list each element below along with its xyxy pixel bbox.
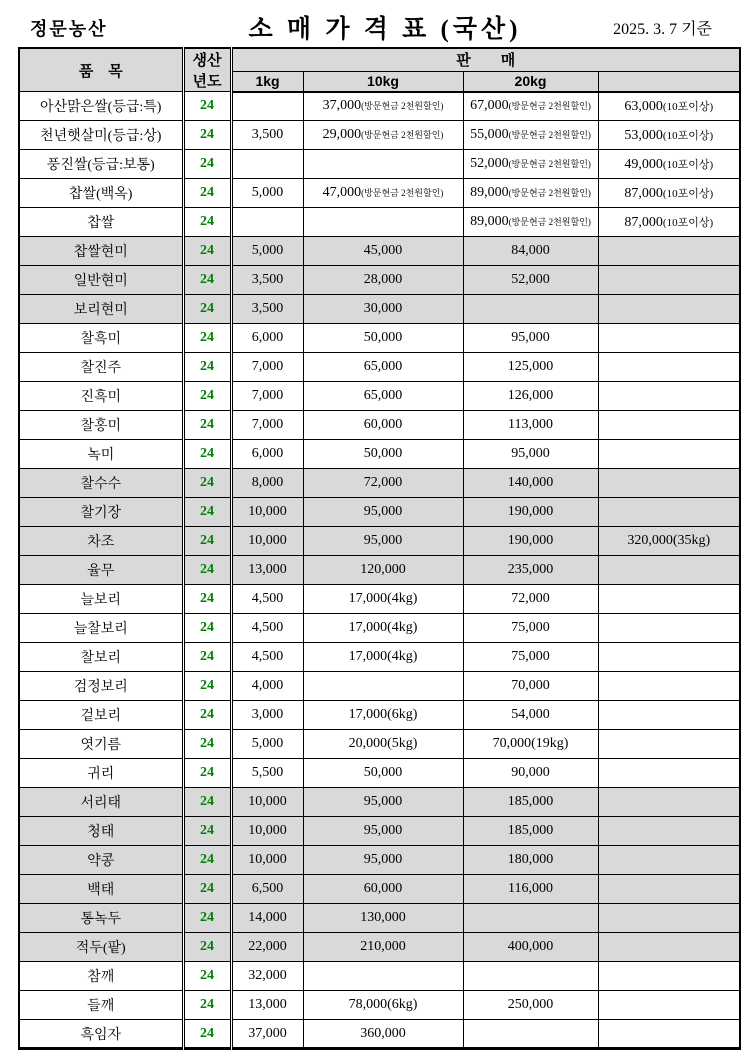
item-name-cell: 흑임자	[19, 1020, 183, 1049]
table-row	[19, 150, 740, 179]
price-cell: 95,000	[303, 788, 463, 817]
item-name-cell: 엿기름	[19, 730, 183, 759]
price-cell: 5,000	[231, 179, 303, 208]
price-note: (10포이상)	[662, 129, 714, 142]
price-cell: 5,500	[231, 759, 303, 788]
price-cell	[598, 121, 740, 150]
table-row	[19, 527, 740, 556]
item-name-cell: 일반현미	[19, 266, 183, 295]
price-cell: 75,000	[463, 643, 598, 672]
production-year-cell: 24	[183, 498, 231, 527]
item-name-cell: 찹쌀(백옥)	[19, 179, 183, 208]
production-year-cell: 24	[183, 788, 231, 817]
item-name-cell: 찰흑미	[19, 324, 183, 353]
price-cell: 50,000	[303, 324, 463, 353]
price-cell: 5,000	[231, 237, 303, 266]
table-row	[19, 614, 740, 643]
table-row	[19, 324, 740, 353]
price-cell: 28,000	[303, 266, 463, 295]
price-cell: 4,000	[231, 672, 303, 701]
price-value: 49,000	[624, 156, 663, 172]
price-cell: 65,000	[303, 353, 463, 382]
price-cell: 54,000	[463, 701, 598, 730]
price-cell: 70,000(19kg)	[463, 730, 598, 759]
item-name-cell: 백태	[19, 875, 183, 904]
production-year-cell: 24	[183, 266, 231, 295]
price-cell: 10,000	[231, 817, 303, 846]
price-cell	[463, 1020, 598, 1049]
page-header	[0, 0, 743, 46]
table-row	[19, 237, 740, 266]
price-note: (방문현금 2천원할인)	[508, 130, 591, 140]
production-year-cell: 24	[183, 585, 231, 614]
price-cell	[598, 672, 740, 701]
price-cell: 65,000	[303, 382, 463, 411]
price-cell	[598, 817, 740, 846]
production-year-cell: 24	[183, 440, 231, 469]
price-note: (10포이상)	[662, 216, 714, 229]
item-name-cell: 녹미	[19, 440, 183, 469]
price-cell: 95,000	[303, 527, 463, 556]
column-header-1kg: 1kg	[231, 71, 303, 91]
price-cell: 185,000	[463, 788, 598, 817]
price-cell	[231, 150, 303, 179]
production-year-cell: 24	[183, 643, 231, 672]
price-cell: 95,000	[463, 324, 598, 353]
price-cell	[598, 150, 740, 179]
production-year-cell: 24	[183, 614, 231, 643]
price-cell: 30,000	[303, 295, 463, 324]
price-cell	[463, 208, 598, 237]
table-row	[19, 440, 740, 469]
price-note: (10포이상)	[662, 158, 714, 171]
price-cell: 113,000	[463, 411, 598, 440]
price-cell	[598, 846, 740, 875]
price-cell: 6,000	[231, 324, 303, 353]
production-year-cell: 24	[183, 295, 231, 324]
price-cell: 10,000	[231, 788, 303, 817]
price-cell: 3,500	[231, 266, 303, 295]
table-header	[19, 48, 740, 92]
price-cell	[463, 179, 598, 208]
price-value: 89,000	[470, 185, 509, 200]
price-cell: 70,000	[463, 672, 598, 701]
price-cell: 95,000	[463, 440, 598, 469]
price-value: 87,000	[624, 185, 663, 201]
table-row	[19, 295, 740, 324]
production-year-cell: 24	[183, 527, 231, 556]
price-note: (방문현금 2천원할인)	[361, 188, 444, 198]
item-name-cell: 서리태	[19, 788, 183, 817]
price-cell	[303, 121, 463, 150]
production-year-cell: 24	[183, 556, 231, 585]
table-row	[19, 92, 740, 121]
column-header-year-line2: 년도	[192, 74, 222, 90]
column-header-year-line1: 생산	[192, 53, 222, 69]
price-cell	[598, 324, 740, 353]
price-cell	[231, 208, 303, 237]
price-cell: 235,000	[463, 556, 598, 585]
production-year-cell: 24	[183, 324, 231, 353]
price-cell	[598, 469, 740, 498]
item-name-cell: 약콩	[19, 846, 183, 875]
price-note: (10포이상)	[662, 100, 714, 113]
price-cell	[463, 962, 598, 991]
price-cell	[598, 933, 740, 962]
production-year-cell: 24	[183, 904, 231, 933]
production-year-cell: 24	[183, 469, 231, 498]
column-header-sale: 판 매	[231, 48, 740, 71]
table-row	[19, 672, 740, 701]
table-row	[19, 701, 740, 730]
price-cell: 95,000	[303, 817, 463, 846]
column-header-year	[183, 48, 231, 92]
production-year-cell: 24	[183, 817, 231, 846]
price-cell: 60,000	[303, 875, 463, 904]
price-cell: 7,000	[231, 353, 303, 382]
production-year-cell: 24	[183, 353, 231, 382]
item-name-cell: 귀리	[19, 759, 183, 788]
price-cell	[598, 875, 740, 904]
price-cell	[598, 382, 740, 411]
item-name-cell: 아산맑은쌀(등급:특)	[19, 92, 183, 121]
price-cell: 10,000	[231, 498, 303, 527]
price-cell: 13,000	[231, 991, 303, 1020]
price-cell	[303, 179, 463, 208]
table-row	[19, 585, 740, 614]
price-cell	[598, 585, 740, 614]
price-cell: 7,000	[231, 411, 303, 440]
price-note: (방문현금 2천원할인)	[508, 217, 591, 227]
retail-price-table	[18, 47, 741, 1050]
price-cell	[303, 962, 463, 991]
item-name-cell: 적두(팥)	[19, 933, 183, 962]
price-cell	[463, 150, 598, 179]
price-value: 29,000	[322, 127, 362, 142]
item-name-cell: 늘보리	[19, 585, 183, 614]
price-cell	[598, 179, 740, 208]
price-cell	[231, 92, 303, 121]
price-cell	[303, 150, 463, 179]
item-name-cell: 찰기장	[19, 498, 183, 527]
table-row	[19, 121, 740, 150]
price-cell: 190,000	[463, 498, 598, 527]
price-cell	[598, 962, 740, 991]
production-year-cell: 24	[183, 1020, 231, 1049]
price-cell: 72,000	[463, 585, 598, 614]
price-cell: 116,000	[463, 875, 598, 904]
price-cell: 4,500	[231, 585, 303, 614]
price-cell	[598, 411, 740, 440]
item-name-cell: 통녹두	[19, 904, 183, 933]
table-row	[19, 643, 740, 672]
item-name-cell: 율무	[19, 556, 183, 585]
price-cell: 10,000	[231, 846, 303, 875]
price-cell: 7,000	[231, 382, 303, 411]
item-name-cell: 풍진쌀(등급:보통)	[19, 150, 183, 179]
price-cell: 360,000	[303, 1020, 463, 1049]
table-row	[19, 469, 740, 498]
price-cell: 5,000	[231, 730, 303, 759]
price-cell: 84,000	[463, 237, 598, 266]
price-cell: 90,000	[463, 759, 598, 788]
table-row	[19, 353, 740, 382]
price-value: 55,000	[470, 127, 509, 142]
table-row	[19, 962, 740, 991]
reference-date: 2025. 3. 7 기준	[613, 21, 712, 38]
table-row	[19, 266, 740, 295]
price-cell: 78,000(6kg)	[303, 991, 463, 1020]
item-name-cell: 찰보리	[19, 643, 183, 672]
price-table-body	[19, 92, 740, 1049]
price-cell	[598, 92, 740, 121]
price-note: (10포이상)	[662, 187, 714, 200]
price-cell	[598, 904, 740, 933]
production-year-cell: 24	[183, 759, 231, 788]
table-row	[19, 498, 740, 527]
production-year-cell: 24	[183, 991, 231, 1020]
table-row	[19, 730, 740, 759]
price-cell	[598, 266, 740, 295]
price-cell: 250,000	[463, 991, 598, 1020]
price-cell	[598, 701, 740, 730]
table-header-row-1	[19, 48, 740, 71]
price-cell: 6,500	[231, 875, 303, 904]
table-row	[19, 991, 740, 1020]
production-year-cell: 24	[183, 208, 231, 237]
production-year-cell: 24	[183, 237, 231, 266]
item-name-cell: 청태	[19, 817, 183, 846]
price-cell	[598, 498, 740, 527]
price-cell: 14,000	[231, 904, 303, 933]
price-cell: 17,000(4kg)	[303, 643, 463, 672]
price-cell	[598, 440, 740, 469]
production-year-cell: 24	[183, 846, 231, 875]
price-cell: 320,000(35kg)	[598, 527, 740, 556]
production-year-cell: 24	[183, 875, 231, 904]
price-cell: 72,000	[303, 469, 463, 498]
item-name-cell: 보리현미	[19, 295, 183, 324]
price-value: 87,000	[624, 214, 663, 230]
table-row	[19, 1020, 740, 1049]
price-cell: 3,500	[231, 295, 303, 324]
price-cell	[303, 92, 463, 121]
price-cell	[598, 208, 740, 237]
price-cell	[303, 672, 463, 701]
item-name-cell: 늘찰보리	[19, 614, 183, 643]
price-cell	[598, 730, 740, 759]
table-row	[19, 846, 740, 875]
table-row	[19, 179, 740, 208]
table-row	[19, 904, 740, 933]
price-cell: 120,000	[303, 556, 463, 585]
production-year-cell: 24	[183, 701, 231, 730]
price-cell	[598, 991, 740, 1020]
price-cell: 13,000	[231, 556, 303, 585]
item-name-cell: 찹쌀	[19, 208, 183, 237]
item-name-cell: 겉보리	[19, 701, 183, 730]
column-header-20kg: 20kg	[463, 71, 598, 91]
item-name-cell: 찰수수	[19, 469, 183, 498]
price-cell: 3,500	[231, 121, 303, 150]
price-value: 53,000	[624, 127, 663, 143]
production-year-cell: 24	[183, 411, 231, 440]
price-note: (방문현금 2천원할인)	[361, 130, 444, 140]
price-cell	[598, 788, 740, 817]
price-cell: 52,000	[463, 266, 598, 295]
table-row	[19, 788, 740, 817]
page-title: 소 매 가 격 표 (국산)	[248, 16, 522, 43]
item-name-cell: 천년햇살미(등급:상)	[19, 121, 183, 150]
price-value: 52,000	[470, 156, 509, 171]
price-cell	[598, 353, 740, 382]
price-cell: 50,000	[303, 759, 463, 788]
price-cell: 75,000	[463, 614, 598, 643]
column-header-etc	[598, 71, 740, 91]
item-name-cell: 진흑미	[19, 382, 183, 411]
price-note: (방문현금 2천원할인)	[508, 188, 591, 198]
price-cell: 17,000(6kg)	[303, 701, 463, 730]
price-value: 37,000	[322, 98, 362, 114]
price-cell: 17,000(4kg)	[303, 585, 463, 614]
price-value: 47,000	[322, 185, 362, 200]
price-cell: 45,000	[303, 237, 463, 266]
item-name-cell: 들깨	[19, 991, 183, 1020]
price-cell	[598, 643, 740, 672]
item-name-cell: 차조	[19, 527, 183, 556]
table-row	[19, 411, 740, 440]
price-cell: 130,000	[303, 904, 463, 933]
price-cell	[598, 295, 740, 324]
price-cell: 4,500	[231, 614, 303, 643]
price-cell: 4,500	[231, 643, 303, 672]
price-note: (방문현금 2천원할인)	[508, 101, 591, 112]
production-year-cell: 24	[183, 92, 231, 121]
price-cell: 185,000	[463, 817, 598, 846]
production-year-cell: 24	[183, 962, 231, 991]
price-cell: 3,000	[231, 701, 303, 730]
item-name-cell: 참깨	[19, 962, 183, 991]
price-cell: 50,000	[303, 440, 463, 469]
price-cell: 125,000	[463, 353, 598, 382]
price-cell	[598, 759, 740, 788]
price-cell	[598, 556, 740, 585]
table-row	[19, 875, 740, 904]
price-note: (방문현금 2천원할인)	[508, 159, 591, 169]
price-cell: 95,000	[303, 846, 463, 875]
item-name-cell: 찰홍미	[19, 411, 183, 440]
table-row	[19, 208, 740, 237]
production-year-cell: 24	[183, 121, 231, 150]
production-year-cell: 24	[183, 730, 231, 759]
table-row	[19, 933, 740, 962]
price-cell: 95,000	[303, 498, 463, 527]
price-cell	[598, 237, 740, 266]
price-cell: 20,000(5kg)	[303, 730, 463, 759]
price-cell: 22,000	[231, 933, 303, 962]
production-year-cell: 24	[183, 933, 231, 962]
price-value: 89,000	[470, 214, 509, 229]
price-cell	[463, 92, 598, 121]
column-header-item: 품 목	[19, 48, 183, 92]
item-name-cell: 찰진주	[19, 353, 183, 382]
price-cell: 140,000	[463, 469, 598, 498]
price-cell	[463, 295, 598, 324]
price-cell	[598, 1020, 740, 1049]
price-cell: 37,000	[231, 1020, 303, 1049]
production-year-cell: 24	[183, 382, 231, 411]
production-year-cell: 24	[183, 150, 231, 179]
table-row	[19, 382, 740, 411]
price-cell: 17,000(4kg)	[303, 614, 463, 643]
price-cell: 8,000	[231, 469, 303, 498]
item-name-cell: 찹쌀현미	[19, 237, 183, 266]
production-year-cell: 24	[183, 179, 231, 208]
price-cell	[463, 121, 598, 150]
price-cell: 400,000	[463, 933, 598, 962]
price-note: (방문현금 2천원할인)	[361, 101, 444, 112]
price-cell	[303, 208, 463, 237]
price-value: 67,000	[470, 98, 509, 114]
price-cell: 190,000	[463, 527, 598, 556]
price-cell: 126,000	[463, 382, 598, 411]
table-row	[19, 817, 740, 846]
price-cell: 10,000	[231, 527, 303, 556]
item-name-cell: 검정보리	[19, 672, 183, 701]
company-name: 정문농산	[30, 19, 108, 39]
price-cell	[598, 614, 740, 643]
production-year-cell: 24	[183, 672, 231, 701]
price-cell: 210,000	[303, 933, 463, 962]
price-cell: 6,000	[231, 440, 303, 469]
price-value: 63,000	[624, 98, 663, 114]
column-header-10kg: 10kg	[303, 71, 463, 91]
price-cell: 32,000	[231, 962, 303, 991]
price-cell: 180,000	[463, 846, 598, 875]
table-row	[19, 556, 740, 585]
table-row	[19, 759, 740, 788]
price-cell: 60,000	[303, 411, 463, 440]
price-cell	[463, 904, 598, 933]
